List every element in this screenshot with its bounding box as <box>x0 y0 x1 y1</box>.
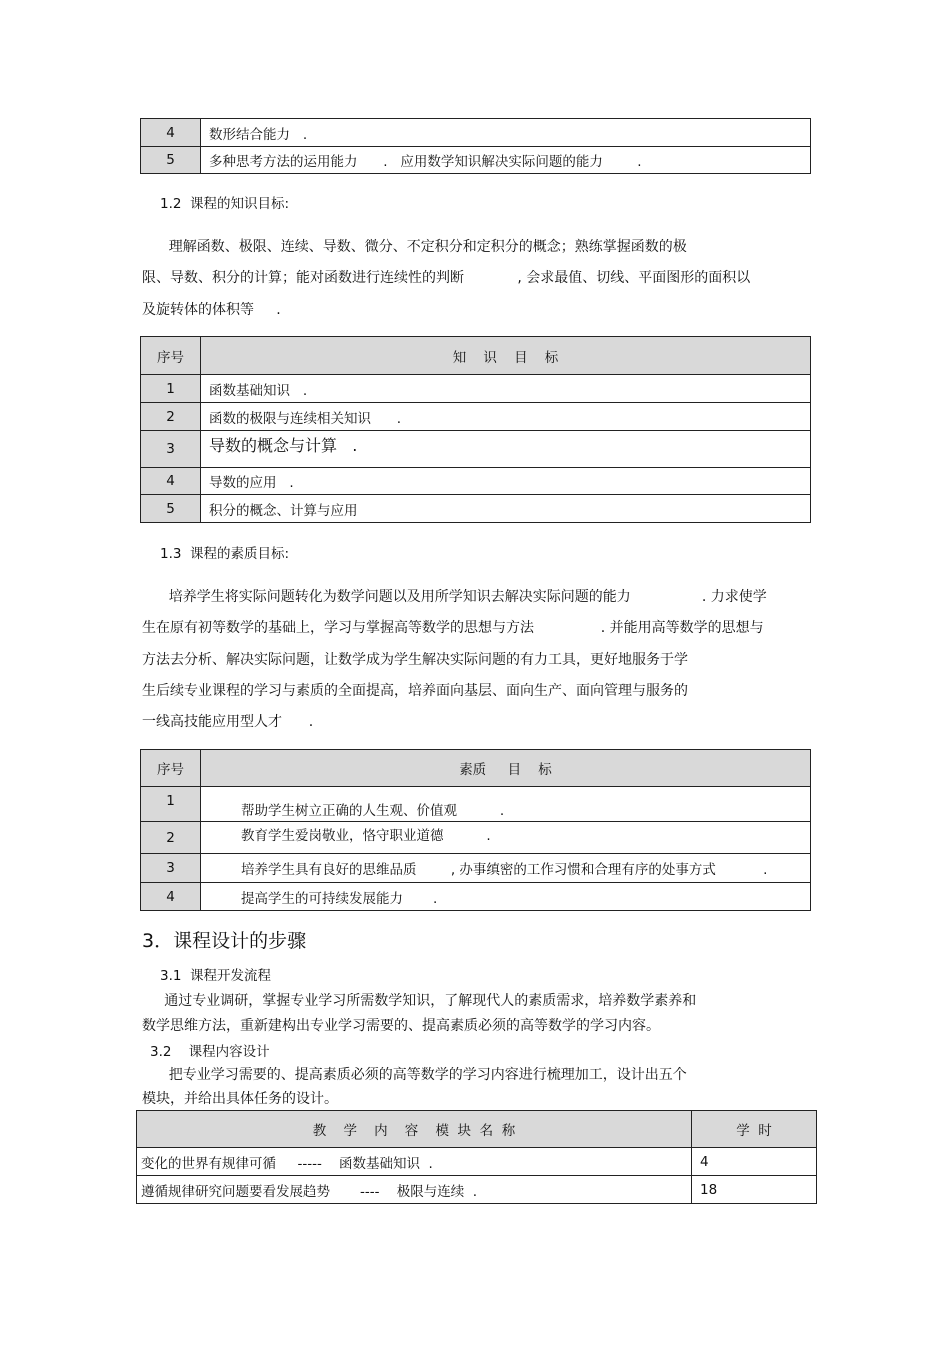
table-row <box>141 147 811 174</box>
paragraph-line: 数学思维方法，重新建构出专业学习需要的、提高素质必须的高等数学的学习内容。 <box>142 1018 660 1034</box>
row-text: 多种思考方法的运用能力 . 应用数学知识解决实际问题的能力 . <box>201 147 811 174</box>
paragraph-line: 限、导数、积分的计算；能对函数进行连续性的判断 , 会求最值、切线、平面图形的面积以 <box>142 270 751 286</box>
paragraph-line: 生后续专业课程的学习与素质的全面提高，培养面向基层、面向生产、面向管理与服务的 <box>142 683 688 699</box>
table-row <box>137 1176 817 1204</box>
paragraph-line: 把专业学习需要的、提高素质必须的高等数学的学习内容进行梳理加工，设计出五个 <box>142 1067 687 1083</box>
section-heading-3-2: 3.2 课程内容设计 <box>150 1044 270 1060</box>
row-text: 提高学生的可持续发展能力 . <box>201 883 811 911</box>
table-row <box>141 822 811 854</box>
row-number: 4 <box>141 883 201 911</box>
table-row <box>141 495 811 523</box>
paragraph-line: 理解函数、极限、连续、导数、微分、不定积分和定积分的概念；熟练掌握函数的极 <box>142 239 687 255</box>
table-row <box>141 119 811 147</box>
row-number: 2 <box>141 403 201 431</box>
row-number: 3 <box>141 431 201 468</box>
section-heading-1-3: 1.3 课程的素质目标: <box>160 546 290 562</box>
row-text: 函数基础知识 . <box>201 375 811 403</box>
row-text: 积分的概念、计算与应用 <box>201 495 811 523</box>
row-text: 导数的应用 . <box>201 468 811 495</box>
row-text: 培养学生具有良好的思维品质 , 办事缜密的工作习惯和合理有序的处事方式 . <box>201 854 811 883</box>
section-heading-3: 3．课程设计的步骤 <box>142 930 307 952</box>
table-header-row <box>141 337 811 375</box>
module-hours: 4 <box>692 1148 817 1176</box>
row-number: 1 <box>141 375 201 403</box>
header-number: 序号 <box>141 337 201 375</box>
row-text: 帮助学生树立正确的人生观、价值观 . <box>201 787 811 822</box>
module-hours: 18 <box>692 1176 817 1204</box>
header-hours: 学 时 <box>692 1111 817 1148</box>
row-text: 教育学生爱岗敬业，恪守职业道德 . <box>201 822 811 854</box>
header-number: 序号 <box>141 750 201 787</box>
paragraph-line: 培养学生将实际问题转化为数学问题以及用所学知识去解决实际问题的能力 . 力求使学 <box>142 589 767 605</box>
row-text: 数形结合能力 . <box>201 119 811 147</box>
section-heading-3-1: 3.1 课程开发流程 <box>160 968 272 984</box>
header-module-name: 教 学 内 容 模 块 名 称 <box>137 1111 692 1148</box>
table-header-row <box>141 750 811 787</box>
ability-table-continued <box>140 118 811 174</box>
table-row <box>141 883 811 911</box>
row-number: 2 <box>141 822 201 854</box>
knowledge-goals-table <box>140 336 811 523</box>
table-row <box>141 854 811 883</box>
table-row <box>141 468 811 495</box>
paragraph-line: 及旋转体的体积等 . <box>142 302 281 318</box>
row-number: 4 <box>141 468 201 495</box>
paragraph-line: 方法去分析、解决实际问题，让数学成为学生解决实际问题的有力工具，更好地服务于学 <box>142 652 688 668</box>
row-number: 5 <box>141 495 201 523</box>
section-heading-1-2: 1.2 课程的知识目标: <box>160 196 290 212</box>
table-row <box>141 787 811 822</box>
table-row <box>137 1148 817 1176</box>
table-row <box>141 431 811 468</box>
module-table <box>136 1110 817 1204</box>
row-number: 5 <box>141 147 201 174</box>
table-row <box>141 375 811 403</box>
module-name: 遵循规律研究问题要看发展趋势 ---- 极限与连续 . <box>137 1176 692 1204</box>
paragraph-line: 一线高技能应用型人才 . <box>142 714 314 730</box>
paragraph-line: 通过专业调研，掌握专业学习所需数学知识，了解现代人的素质需求，培养数学素养和 <box>142 993 697 1009</box>
paragraph-line: 模块，并给出具体任务的设计。 <box>142 1091 338 1107</box>
header-title: 知 识 目 标 <box>201 337 811 375</box>
header-title: 素质 目 标 <box>201 750 811 787</box>
table-header-row <box>137 1111 817 1148</box>
module-name: 变化的世界有规律可循 ----- 函数基础知识 . <box>137 1148 692 1176</box>
paragraph-line: 生在原有初等数学的基础上，学习与掌握高等数学的思想与方法 . 并能用高等数学的思想与 <box>142 620 764 636</box>
row-number: 3 <box>141 854 201 883</box>
table-row <box>141 403 811 431</box>
row-text: 函数的极限与连续相关知识 . <box>201 403 811 431</box>
row-text: 导数的概念与计算 . <box>201 431 811 468</box>
quality-goals-table <box>140 749 811 911</box>
row-number: 4 <box>141 119 201 147</box>
row-number: 1 <box>141 787 201 822</box>
